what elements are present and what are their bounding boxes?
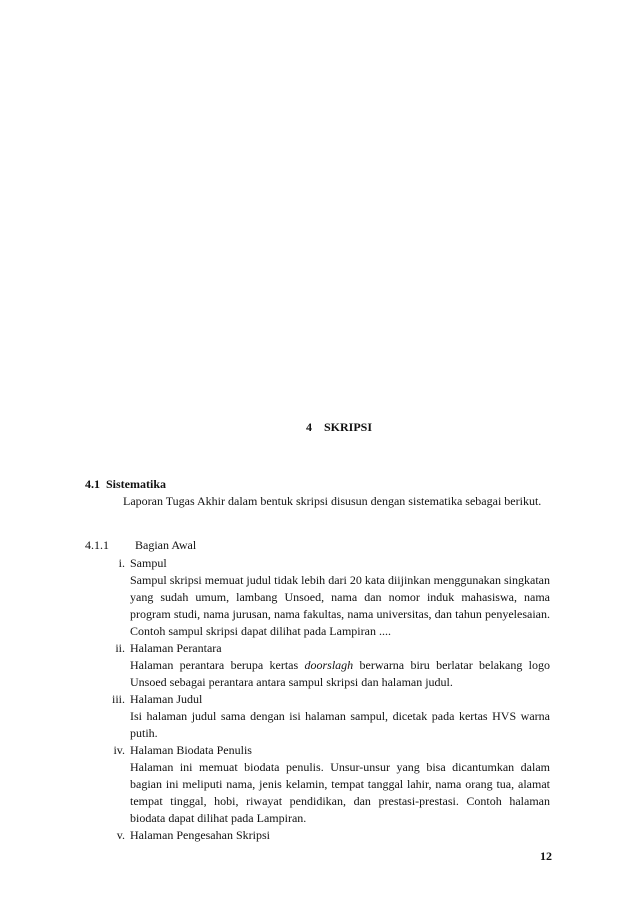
item-title: Sampul	[130, 556, 167, 570]
item-title: Halaman Perantara	[130, 641, 222, 655]
item-description-part: berwarna biru berlatar belakang logo Unsoed sebagai perantara antara sampul skripsi dan halaman judul.	[130, 658, 550, 689]
item-numeral: v.	[116, 828, 125, 842]
subsection-heading	[85, 537, 196, 554]
item-content	[130, 640, 550, 691]
item-description: Sampul skripsi memuat judul tidak lebih dari 20 kata diijinkan menggunakan singkatan yang sudah umum, lambang Unsoed, nama dan nomor induk mahasiswa, nama program studi, nama jurusan, nama fakultas, nama universitas, dan tahun penyelesaian. Contoh sampul skripsi dapat dilihat pada Lampiran ....	[130, 573, 550, 638]
item-content	[130, 555, 550, 640]
chapter-heading	[0, 419, 638, 435]
section-title: Sistematika	[106, 477, 166, 491]
item-description-italic: doorslagh	[304, 658, 354, 672]
item-title: Halaman Judul	[130, 692, 203, 706]
section-heading	[85, 476, 166, 492]
item-title: Halaman Pengesahan Skripsi	[130, 828, 270, 842]
item-numeral: ii.	[115, 641, 125, 655]
item-numeral: iv.	[113, 743, 125, 757]
item-list	[85, 555, 550, 844]
item-description: Isi halaman judul sama dengan isi halaman sampul, dicetak pada kertas HVS warna putih.	[130, 709, 550, 740]
item-description	[130, 657, 550, 691]
item-numeral: i.	[118, 556, 125, 570]
page-number: 12	[540, 849, 552, 863]
chapter-number: 4	[305, 420, 312, 434]
item-content	[130, 827, 550, 844]
list-item	[85, 691, 550, 742]
list-item	[85, 640, 550, 691]
list-item	[85, 555, 550, 640]
item-content	[130, 691, 550, 742]
item-title: Halaman Biodata Penulis	[130, 743, 252, 757]
item-description: Halaman ini memuat biodata penulis. Unsur-unsur yang bisa dicantumkan dalam bagian ini meliputi nama, jenis kelamin, tempat tanggal lahir, nama orang tua, alamat tempat tinggal, hobi, riwayat pendidikan, dan prestasi-prestasi. Contoh halaman biodata dapat dilihat pada Lampiran.	[130, 760, 550, 825]
subsection-title: Bagian Awal	[135, 538, 197, 552]
subsection-number: 4.1.1	[85, 538, 109, 552]
list-item	[85, 827, 550, 844]
item-content	[130, 742, 550, 827]
list-item	[85, 742, 550, 827]
item-description-part: Halaman perantara berupa kertas	[130, 658, 305, 672]
chapter-title: SKRIPSI	[323, 420, 373, 434]
section-number: 4.1	[85, 477, 100, 491]
item-numeral: iii.	[111, 692, 125, 706]
section-intro-paragraph: Laporan Tugas Akhir dalam bentuk skripsi disusun dengan sistematika sebagai berikut.	[123, 494, 542, 508]
